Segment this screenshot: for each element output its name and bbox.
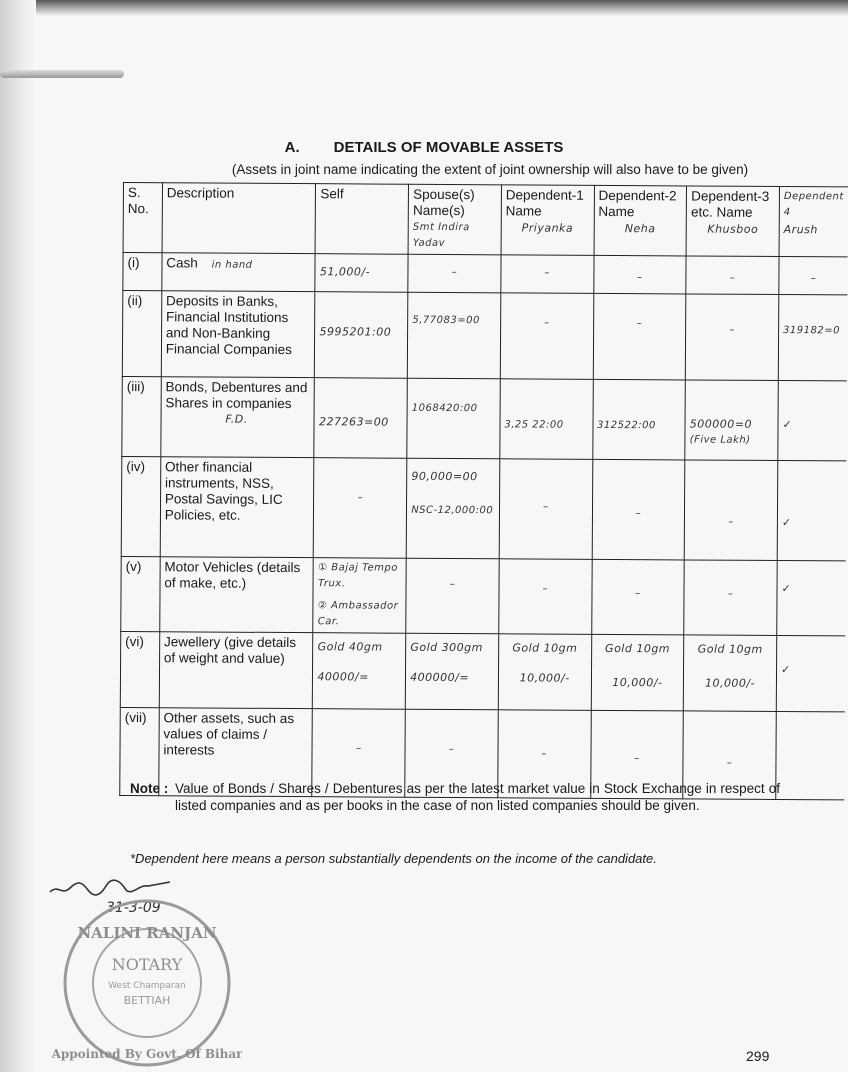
dependent-4-name: Arush: [783, 223, 818, 237]
cell-self-extra: 40000/=: [317, 670, 369, 684]
row-sno: (iv): [121, 456, 160, 556]
stamp-city: BETTIAH: [123, 994, 171, 1007]
row-dependent-1-value: [500, 293, 593, 380]
row-spouse-value: [407, 378, 500, 459]
cell-dependent-2: –: [635, 508, 642, 520]
scanned-top-edge: [0, 0, 848, 16]
stamp-appointed: Appointed By Govt. Of Bihar: [52, 1047, 242, 1061]
cell-self: Gold 40gm: [317, 640, 383, 654]
row-dependent-3-value: [686, 294, 779, 381]
cell-spouse: 1068420:00: [411, 402, 478, 415]
header-spouse: [408, 184, 501, 255]
cell-dependent-3-extra: 10,000/-: [704, 676, 756, 690]
section-title: [0, 139, 848, 156]
row-spouse-value: [406, 458, 499, 559]
row-dependent-2-value: [593, 293, 686, 380]
header-description: Description: [162, 183, 316, 254]
row-spouse-value: [405, 633, 498, 710]
cell-dependent-4: 319182=0: [783, 325, 841, 337]
table-row: [122, 376, 847, 460]
row-description-text: Cash: [166, 255, 198, 271]
row-spouse-value: [408, 254, 501, 293]
table-row: [121, 456, 846, 560]
row-sno: (ii): [122, 291, 161, 377]
row-description: Other assets, such as values of claims / interests: [159, 708, 313, 797]
row-dependent-4-value: [778, 295, 847, 381]
note-text: Value of Bonds / Shares / Debentures as per the latest market value in Stock Exchange in respect of listed companies and as per books in the case of non listed companies should be given.: [175, 781, 780, 813]
cell-self: 51,000/-: [319, 265, 371, 279]
row-dependent-3-value: [684, 635, 777, 712]
row-dependent-1-value: [501, 255, 594, 294]
cell-dependent-2: –: [634, 753, 640, 765]
header-dependent-1: [501, 185, 594, 256]
cell-spouse-extra: NSC-12,000:00: [411, 504, 494, 517]
binding-thread: [0, 70, 124, 78]
row-description: [161, 377, 315, 458]
table-header-row: [123, 183, 848, 257]
table-row: [121, 556, 846, 635]
row-self-value: [315, 254, 408, 293]
cell-dependent-4: ✓: [781, 516, 792, 530]
table-row: [123, 253, 848, 295]
cell-spouse: Gold 300gm: [410, 640, 483, 655]
row-dependent-3-value: [684, 560, 777, 636]
cell-dependent-1: –: [544, 317, 550, 329]
cell-dependent-3: –: [728, 516, 734, 528]
stamp-district: West Champaran: [108, 981, 186, 991]
cell-dependent-3: –: [729, 272, 736, 284]
row-sno: (vi): [120, 631, 159, 707]
cell-spouse: –: [451, 267, 458, 279]
row-sno: (vii): [120, 707, 159, 795]
cell-spouse: 5,77083=00: [412, 314, 480, 327]
row-dependent-2-value: [593, 255, 686, 294]
dependent-definition: *Dependent here means a person substantially dependents on the income of the candidate.: [130, 851, 657, 866]
cell-dependent-3: –: [726, 757, 733, 769]
cell-dependent-4: ✓: [780, 663, 791, 677]
row-dependent-4-value: [777, 561, 846, 636]
header-dependent-1-label: Dependent-1 Name: [505, 187, 584, 219]
cell-dependent-1: –: [541, 748, 547, 760]
row-description: [162, 253, 316, 292]
row-dependent-1-value: [499, 559, 592, 635]
row-description: Other financial instruments, NSS, Postal Savings, LIC Policies, etc.: [160, 457, 314, 558]
cell-dependent-2-extra: 10,000/-: [612, 675, 663, 690]
note-label: Note :: [130, 781, 169, 796]
row-spouse-value: [406, 558, 499, 634]
row-self-value: [314, 458, 407, 559]
row-dependent-3-value: [685, 380, 778, 461]
cell-dependent-1: –: [542, 583, 548, 595]
spouse-name: Smt Indira Yadav: [412, 221, 470, 249]
row-spouse-value: [408, 292, 501, 379]
header-dependent-2-label: Dependent-2 Name: [598, 187, 677, 220]
row-self-value: [313, 633, 406, 710]
cell-self: –: [357, 492, 364, 504]
cell-spouse: –: [448, 744, 455, 756]
row-sno: (v): [121, 556, 160, 631]
header-dependent-2: [594, 185, 687, 256]
row-dependent-4-value: [779, 257, 848, 295]
cell-dependent-1: 3,25 22:00: [504, 419, 564, 431]
row-sno: (i): [123, 253, 162, 291]
binder-shadow: [0, 0, 36, 1072]
cell-self: 227263=00: [318, 415, 389, 429]
cell-dependent-3: –: [729, 324, 735, 336]
stamp-notary: NOTARY: [111, 955, 183, 974]
row-dependent-3-value: [684, 460, 777, 561]
table-row: [122, 291, 847, 381]
header-dependent-4-label: Dependent 4: [783, 191, 844, 219]
cell-dependent-2: –: [635, 588, 641, 600]
header-dependent-3-label: Dependent-3 etc. Name: [691, 188, 770, 220]
cell-dependent-2: Gold 10gm: [605, 641, 671, 656]
dependent-1-name: Priyanka: [521, 221, 574, 235]
row-dependent-4-value: [776, 636, 845, 712]
row-description-handwritten: in hand: [211, 259, 253, 271]
row-description: Motor Vehicles (details of make, etc.): [160, 557, 314, 633]
cell-dependent-4: –: [810, 273, 817, 285]
cell-self: 5995201:00: [319, 325, 392, 339]
row-dependent-2-value: [592, 379, 685, 460]
row-description: Jewellery (give details of weight and value): [159, 632, 313, 709]
header-spouse-label: Spouse(s) Name(s): [412, 186, 475, 219]
dependent-2-name: Neha: [624, 222, 656, 236]
note-section: [130, 780, 780, 814]
row-dependent-2-value: [592, 459, 685, 560]
cell-dependent-2: –: [636, 318, 643, 330]
cell-dependent-1: Gold 10gm: [512, 641, 578, 655]
signature-date: 31-3-09: [106, 900, 161, 916]
cell-dependent-3: 500000=0: [689, 417, 753, 431]
cell-self: –: [356, 743, 362, 755]
section-title-text: DETAILS OF MOVABLE ASSETS: [333, 139, 564, 156]
row-dependent-1-value: [498, 634, 591, 711]
notary-stamp: [52, 898, 242, 1068]
header-self: Self: [316, 184, 409, 255]
cell-dependent-2: 312522:00: [597, 419, 656, 432]
row-description-text: Bonds, Debentures and Shares in companies: [165, 379, 308, 412]
section-letter: A.: [284, 139, 300, 156]
header-sno: S. No.: [123, 183, 162, 253]
row-dependent-1-value: [499, 459, 592, 560]
page-number: 299: [746, 1048, 770, 1064]
row-self-value: [315, 292, 408, 379]
cell-self-extra: ② Ambassador Car.: [317, 600, 399, 628]
row-dependent-2-value: [591, 634, 684, 711]
section-subtitle: (Assets in joint name indicating the extent of joint ownership will also have to be given): [231, 162, 749, 177]
cell-spouse: –: [449, 579, 456, 591]
cell-spouse-extra: 400000/=: [410, 670, 470, 685]
cell-dependent-1-extra: 10,000/-: [519, 671, 570, 685]
stamp-name: NALINI RANJAN: [77, 924, 217, 942]
cell-dependent-1: –: [544, 267, 550, 279]
row-description: Deposits in Banks, Financial Institutions and Non-Banking Financial Companies: [161, 291, 315, 378]
header-dependent-4: [779, 187, 848, 257]
row-self-value: [314, 378, 407, 459]
cell-spouse: 90,000=00: [411, 469, 478, 484]
row-dependent-2-value: [591, 559, 684, 635]
row-dependent-1-value: [500, 379, 593, 460]
cell-dependent-4: ✓: [782, 418, 793, 432]
cell-dependent-2: –: [637, 272, 643, 284]
cell-dependent-3-note: (Five Lakh): [689, 434, 751, 446]
row-dependent-3-value: [686, 256, 779, 295]
cell-dependent-3: Gold 10gm: [697, 642, 763, 656]
dependent-3-name: Khusboo: [707, 222, 759, 236]
cell-dependent-1: –: [542, 501, 549, 513]
row-dependent-4-value: [777, 461, 846, 561]
row-sno: (iii): [122, 376, 161, 456]
row-self-value: [313, 558, 406, 634]
movable-assets-table: [119, 182, 848, 800]
row-description-handwritten: F.D.: [225, 412, 248, 426]
cell-self: ① Bajaj Tempo Trux.: [317, 562, 398, 590]
row-dependent-4-value: [776, 712, 845, 800]
table-row: [120, 631, 845, 711]
cell-dependent-4: ✓: [781, 582, 792, 596]
cell-dependent-3: –: [727, 588, 734, 600]
header-dependent-3: [686, 186, 779, 257]
row-dependent-4-value: [778, 381, 847, 461]
